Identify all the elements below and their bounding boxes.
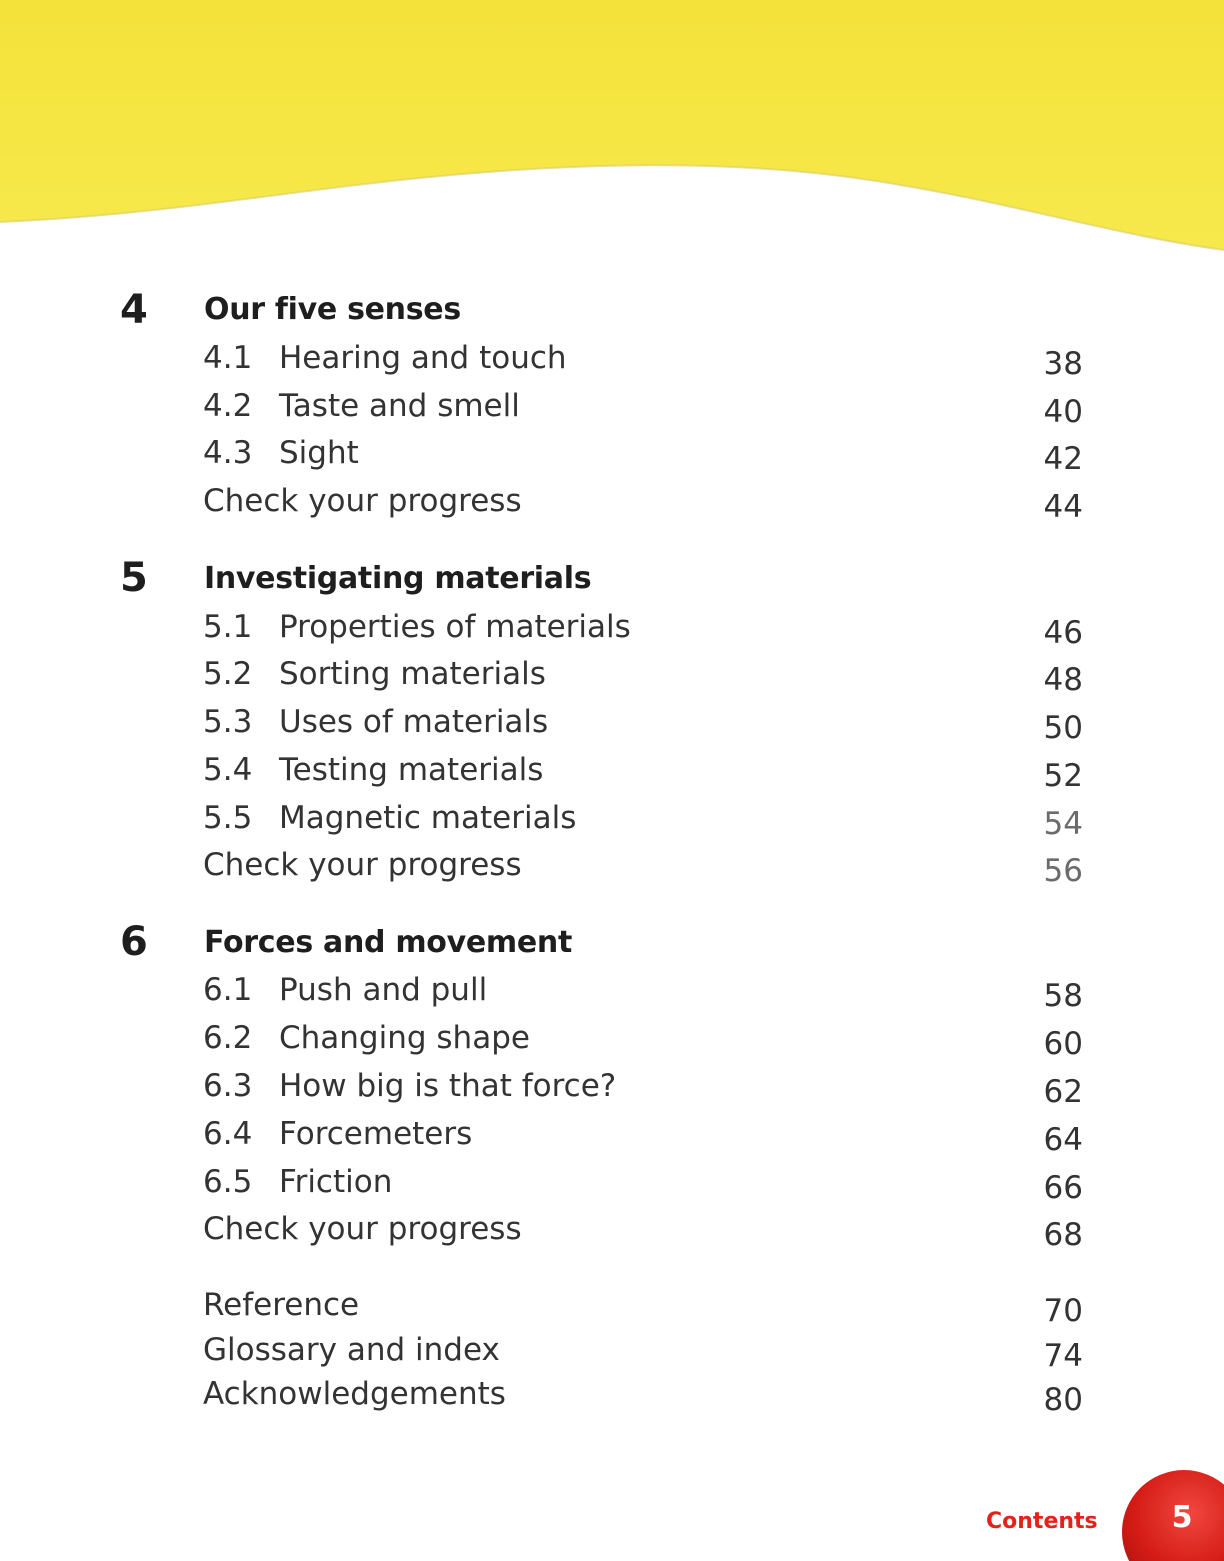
toc-entry-check-progress[interactable] [203, 483, 1083, 526]
page-number: 48 [1043, 662, 1083, 698]
page-number: 68 [1043, 1217, 1083, 1253]
page-number: 46 [1043, 615, 1083, 651]
toc-entry-check-progress[interactable] [203, 847, 1083, 890]
toc-entry[interactable] [203, 340, 1083, 383]
page-number: 38 [1043, 346, 1083, 382]
toc-entry[interactable] [203, 1068, 1083, 1111]
lesson-title: Push and pull [279, 972, 488, 1008]
page-number: 44 [1043, 489, 1083, 525]
page-number: 74 [1043, 1338, 1083, 1374]
page-number: 42 [1043, 441, 1083, 477]
toc-entry[interactable] [203, 972, 1083, 1015]
lesson-title: Uses of materials [279, 704, 549, 740]
lesson-number: 5.2 [203, 656, 253, 692]
page-number: 56 [1043, 853, 1083, 889]
page-number: 5 [1171, 1500, 1193, 1535]
yellow-wave-banner [0, 0, 1224, 260]
page-number: 70 [1043, 1293, 1083, 1329]
lesson-number: 6.2 [203, 1020, 253, 1056]
toc-entry[interactable] [203, 656, 1083, 699]
lesson-title: Friction [279, 1164, 393, 1200]
check-title: Check your progress [203, 1211, 522, 1247]
toc-entry-acknowledgements[interactable] [203, 1376, 1083, 1419]
page-number: 52 [1043, 758, 1083, 794]
lesson-title: Properties of materials [279, 609, 631, 645]
back-matter-title: Glossary and index [203, 1332, 500, 1368]
lesson-number: 6.1 [203, 972, 253, 1008]
unit-title: Forces and movement [204, 925, 573, 960]
lesson-title: How big is that force? [279, 1068, 617, 1104]
page-number: 58 [1043, 978, 1083, 1014]
toc-entry[interactable] [203, 1116, 1083, 1159]
page-number: 66 [1043, 1170, 1083, 1206]
toc-entry[interactable] [203, 388, 1083, 431]
lesson-title: Sorting materials [279, 656, 546, 692]
toc-entry[interactable] [203, 752, 1083, 795]
lesson-title: Taste and smell [279, 388, 520, 424]
toc-entry-glossary[interactable] [203, 1332, 1083, 1375]
lesson-number: 4.3 [203, 435, 253, 471]
unit-title: Our five senses [204, 292, 461, 327]
lesson-number: 5.1 [203, 609, 253, 645]
lesson-title: Sight [279, 435, 359, 471]
lesson-title: Magnetic materials [279, 800, 577, 836]
page-number: 60 [1043, 1026, 1083, 1062]
unit-number: 4 [120, 287, 148, 333]
lesson-number: 6.4 [203, 1116, 253, 1152]
page-number: 40 [1043, 394, 1083, 430]
page-number: 64 [1043, 1122, 1083, 1158]
page-number: 62 [1043, 1074, 1083, 1110]
toc-entry[interactable] [203, 800, 1083, 843]
lesson-number: 5.4 [203, 752, 253, 788]
toc-entry-reference[interactable] [203, 1287, 1083, 1330]
check-title: Check your progress [203, 847, 522, 883]
toc-entry[interactable] [203, 1020, 1083, 1063]
unit-title: Investigating materials [204, 561, 592, 596]
unit-number: 5 [120, 555, 148, 601]
toc-entry[interactable] [203, 609, 1083, 652]
check-title: Check your progress [203, 483, 522, 519]
lesson-title: Testing materials [279, 752, 544, 788]
page-number: 50 [1043, 710, 1083, 746]
unit-number: 6 [120, 919, 148, 965]
back-matter-title: Reference [203, 1287, 360, 1323]
lesson-number: 5.3 [203, 704, 253, 740]
lesson-number: 6.5 [203, 1164, 253, 1200]
lesson-number: 5.5 [203, 800, 253, 836]
toc-entry[interactable] [203, 435, 1083, 478]
toc-entry[interactable] [203, 704, 1083, 747]
lesson-title: Forcemeters [279, 1116, 473, 1152]
toc-entry[interactable] [203, 1164, 1083, 1207]
lesson-number: 4.2 [203, 388, 253, 424]
lesson-number: 6.3 [203, 1068, 253, 1104]
page-number: 80 [1043, 1382, 1083, 1418]
back-matter-title: Acknowledgements [203, 1376, 506, 1412]
lesson-title: Hearing and touch [279, 340, 567, 376]
page-number: 54 [1043, 806, 1083, 842]
footer-section-label: Contents [986, 1509, 1098, 1534]
lesson-title: Changing shape [279, 1020, 530, 1056]
toc-entry-check-progress[interactable] [203, 1211, 1083, 1254]
lesson-number: 4.1 [203, 340, 253, 376]
